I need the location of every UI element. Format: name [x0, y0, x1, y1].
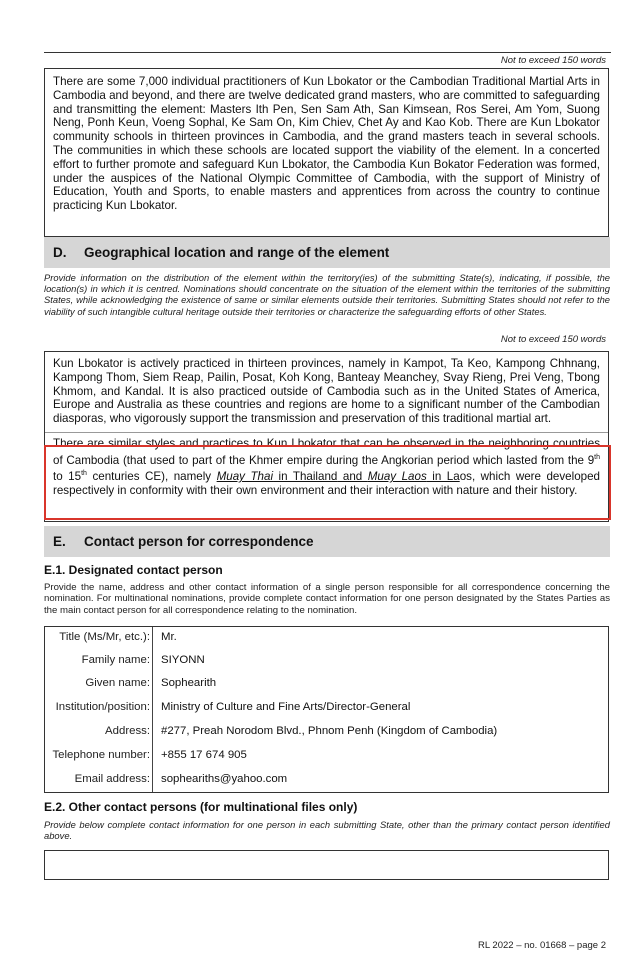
section-e-letter: E. [53, 534, 66, 549]
contact-table [44, 626, 609, 793]
contact-title-label: Title (Ms/Mr, etc.): [59, 631, 150, 643]
section-e-header [44, 526, 610, 557]
section-d-header [44, 237, 610, 268]
contact-row-given-name [45, 673, 608, 696]
laos-end-text: os, [459, 470, 476, 484]
section-d-letter: D. [53, 245, 67, 260]
para2-sup2: th [81, 470, 87, 478]
in-laos-text: in La [426, 470, 460, 484]
contact-row-address [45, 721, 608, 744]
section-d-para1: Kun Lbokator is actively practiced in thirteen provinces, namely in Kampot, Ta Keo, Kampong Chhnang, Kampong Thom, Siem Reap, Pailin, Posat, Koh Kong, Banteay Meanchey, Svay Rieng, Prei Veng, Tbong Khmom, and Kandal. It is also practiced outside of Cambodia such as in the United States of America, Europe and Australia as these countries and regions are home to a significant number of the Cambodian diasporas, who vigorously support the transmission and preservation of this traditional martial art. [53, 357, 600, 426]
e2-title: E.2. Other contact persons (for multinational files only) [44, 800, 358, 814]
para2-part3: centuries CE), namely [86, 470, 217, 484]
institution-value[interactable]: Ministry of Culture and Fine Arts/Director-General [161, 701, 411, 713]
word-limit-note: Not to exceed 150 words [500, 55, 606, 66]
contact-row-email [45, 769, 608, 792]
email-label: Email address: [74, 773, 150, 785]
family-name-label: Family name: [81, 654, 150, 666]
section-d-instructions: Provide information on the distribution of the element within the territory(ies) of the submitting State(s), indicating, if possible, the location(s) in which it is centred. Nominations should concentrate on the situation of the element within the territories of the submitting States, while acknowledging the existence of same or similar elements outside their territories. Submitting States should not refer to the viability of such intangible cultural heritage outside their territories or characterize the safeguarding efforts of other States. [44, 272, 610, 317]
telephone-label: Telephone number: [52, 749, 150, 761]
muay-laos-term: Muay Laos [367, 470, 427, 484]
e2-instructions: Provide below complete contact information for one person in each submitting State, other than the primary contact person identified above. [44, 819, 610, 842]
para2-part1: There are similar styles and practices to Kun Lbokator that can be observed in the neighboring countries of Cambodia (that used to part of the Khmer empire during the Angkorian period which lasted from the 9 [53, 436, 600, 467]
highlight-box [44, 445, 611, 520]
muay-thai-term: Muay Thai [216, 470, 274, 484]
para2-rest: which were developed respectively in conformity with their own environment and their interaction with nature and their history. [53, 470, 600, 498]
address-label: Address: [105, 725, 150, 737]
e2-textbox[interactable] [44, 850, 609, 880]
family-name-value[interactable]: SIYONN [161, 654, 205, 666]
contact-row-institution [45, 697, 608, 720]
section-c-textbox[interactable] [44, 68, 609, 237]
and-text: and [337, 470, 368, 484]
institution-label: Institution/position: [55, 701, 150, 713]
contact-row-title [45, 627, 608, 650]
section-d-title: Geographical location and range of the element [84, 245, 390, 260]
e1-title: E.1. Designated contact person [44, 563, 223, 577]
telephone-value[interactable]: +855 17 674 905 [161, 749, 247, 761]
contact-row-family-name [45, 650, 608, 673]
section-c-text: There are some 7,000 individual practitioners of Kun Lbokator or the Cambodian Traditional Martial Arts in Cambodia and beyond, and there are twelve dedicated grand masters, who are committed to safeguarding and transmitting the element: Masters Ith Pen, Sen Sam Ath, San Kimsean, Ros Serei, Am Yom, Suong Neng, Ponh Keun, Voeng Sophal, Ke Sam On, Kim Chiev, Chet Ay and Kao Kob. There are Kun Lbokator community schools in thirteen provinces in Cambodia, and the grand masters teach in several schools. The communities in which these schools are located support the viability of the element. In a concerted effort to further promote and safeguard Kun Lbokator, the Cambodia Kun Bokator Federation was formed, under the auspices of the National Olympic Committee of Cambodia, with the support of Ministry of Education, Youth and Sports, to enable masters and apprentices from across the country to continue practicing Kun Lbokator. [53, 75, 600, 213]
section-e-title: Contact person for correspondence [84, 534, 314, 549]
contact-title-value[interactable]: Mr. [161, 631, 177, 643]
given-name-label: Given name: [85, 677, 150, 689]
page-footer: RL 2022 – no. 01668 – page 2 [477, 940, 606, 951]
contact-row-telephone [45, 745, 608, 768]
given-name-value[interactable]: Sophearith [161, 677, 217, 689]
email-value[interactable]: sopheariths@yahoo.com [161, 773, 288, 785]
para2-part2: to 15 [53, 470, 82, 484]
top-rule [44, 52, 611, 53]
para2-sup1: th [594, 453, 600, 461]
in-thailand-text: in Thailand [273, 470, 338, 484]
section-d-word-limit: Not to exceed 150 words [500, 334, 606, 345]
address-value[interactable]: #277, Preah Norodom Blvd., Phnom Penh (Kingdom of Cambodia) [161, 725, 498, 737]
e1-instructions: Provide the name, address and other contact information of a single person responsible for all correspondence concerning the nomination. For multinational nominations, provide complete contact information for one person designated by the States Parties as the main contact person for all correspondence relating to the nomination. [44, 582, 610, 616]
